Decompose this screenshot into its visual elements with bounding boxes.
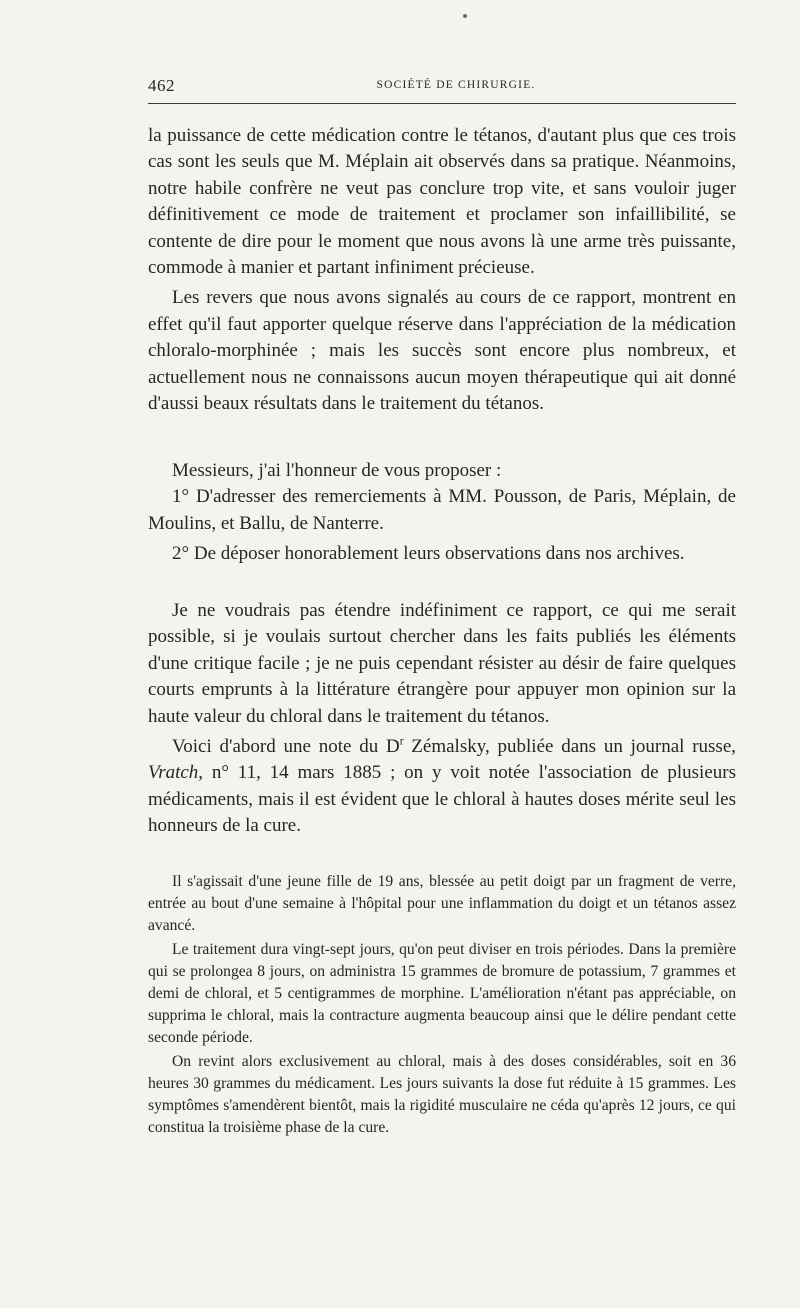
note-2: Le traitement dura vingt-sept jours, qu'on peut diviser en trois périodes. Dans la première qui se prolongea 8 jours, on administra 15 grammes de bromure de potassium, 7 grammes et demi de chloral, et 5 centigrammes de morphine. L'amélioration n'étant pas appréciable, on supprima le chloral, mais la contracture augmenta beaucoup ainsi que le délire pendant cette seconde période. [148, 941, 736, 1046]
note-1: Il s'agissait d'une jeune fille de 19 ans, blessée au petit doigt par un fragment de verre, entrée au bout d'une semaine à l'hôpital pour une inflammation du doigt et un tétanos assez avancé. [148, 873, 736, 934]
body-section-3 [148, 598, 736, 840]
running-head [148, 76, 736, 102]
ink-speck [463, 14, 467, 18]
paragraph-7-end: n° 11, 14 mars 1885 ; on y voit notée l'association de plusieurs médicaments, mais il est évident que le chloral à hautes doses mérite seul les honneurs de la cure. [148, 762, 736, 837]
paragraph-4: 1° D'adresser des remerciements à MM. Pousson, de Paris, Méplain, de Moulins, et Ballu, de Nanterre. [148, 486, 736, 534]
body-section-2 [148, 458, 736, 568]
paragraph-1: la puissance de cette médication contre le tétanos, d'autant plus que ces trois cas sont les seuls que M. Méplain ait observés dans sa pratique. Néanmoins, notre habile confrère ne veut pas conclure trop vite, et sans vouloir juger définitivement ce mode de traitement et proclamer son infaillibilité, se contente de dire pour le moment que nous avons là une arme très puissante, commode à manier et partant infiniment précieuse. [148, 125, 736, 279]
doctor-abbrev-sup: r [399, 735, 404, 748]
paragraph-7 [148, 734, 736, 840]
case-report [148, 871, 736, 1139]
running-title: SOCIÉTÉ DE CHIRURGIE. [376, 79, 536, 91]
paragraph-7-intro: Voici d'abord une note du D [172, 736, 400, 758]
page-number: 462 [148, 76, 175, 95]
note-3: On revint alors exclusivement au chloral, mais à des doses considérables, soit en 36 heures 30 grammes du médicament. Les jours suivants la dose fut réduite à 15 grammes. Les symptômes s'amendèrent bientôt, mais la rigidité musculaire ne céda qu'après 12 jours, ce qui constitua la troisième phase de la cure. [148, 1053, 736, 1136]
body-section-1 [148, 123, 736, 417]
journal-title: Vratch, [148, 762, 204, 784]
paragraph-3: Messieurs, j'ai l'honneur de vous proposer : [172, 460, 502, 481]
paragraph-2: Les revers que nous avons signalés au cours de ce rapport, montrent en effet qu'il faut apporter quelque réserve dans l'appréciation de la médication chloralo-morphinée ; mais les succès sont encore plus nombreux, et actuellement nous ne connaissons aucun moyen thérapeutique qui ait donné d'aussi beaux résultats dans le traitement du tétanos. [148, 287, 736, 415]
paragraph-5: 2° De déposer honorablement leurs observations dans nos archives. [172, 543, 685, 565]
header-rule [148, 103, 736, 104]
paragraph-7-mid: Zémalsky, publiée dans un journal russe, [403, 736, 737, 758]
paragraph-6: Je ne voudrais pas étendre indéfiniment ce rapport, ce qui me serait possible, si je voulais surtout chercher dans les faits publiés les éléments d'une critique facile ; je ne puis cependant résister au désir de faire quelques courts emprunts à la littérature étrangère pour appuyer mon opinion sur la haute valeur du chloral dans le traitement du tétanos. [148, 600, 736, 727]
